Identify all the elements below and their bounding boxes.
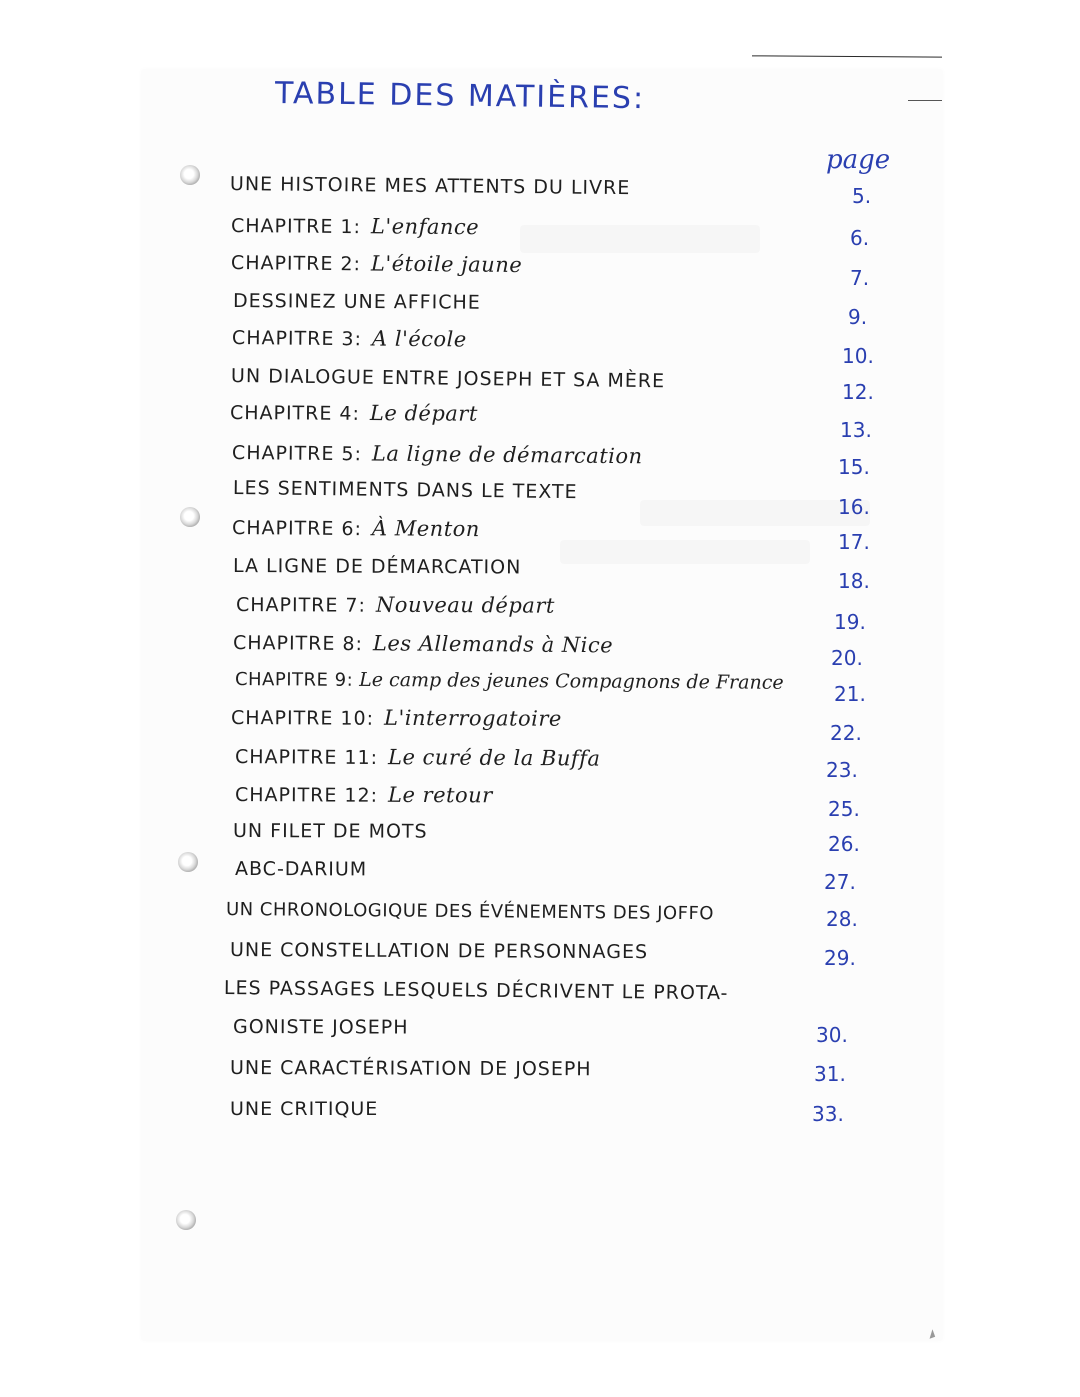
toc-entry-title: UNE CRITIQUE <box>230 1098 379 1120</box>
toc-entry <box>230 400 478 426</box>
toc-page-number: 15. <box>838 455 870 479</box>
toc-page-number: 9. <box>848 305 868 329</box>
toc-entry <box>233 290 481 314</box>
toc-entry-title: CHAPITRE 8: <box>232 632 364 656</box>
toc-entry <box>233 1016 409 1039</box>
toc-entry <box>230 939 648 963</box>
toc-entry <box>235 744 601 771</box>
toc-entry-title: GONISTE JOSEPH <box>232 1016 409 1039</box>
toc-page-number: 30. <box>816 1023 848 1047</box>
toc-entry-subtitle: La ligne de démarcation <box>371 441 643 469</box>
toc-entry-title: CHAPITRE 12: <box>234 784 379 807</box>
toc-entry <box>233 630 613 657</box>
toc-page-number: 33. <box>812 1102 844 1126</box>
toc-page-number: 20. <box>831 646 863 670</box>
toc-entry-title: UN FILET DE MOTS <box>232 820 428 843</box>
toc-entry-title: CHAPITRE 6: <box>231 517 363 541</box>
toc-entry <box>231 705 562 731</box>
toc-entry-subtitle: A l'école <box>371 326 467 352</box>
toc-entry-title: CHAPITRE 5: <box>231 442 363 466</box>
toc-entry <box>233 477 578 503</box>
toc-entry-subtitle: Nouveau départ <box>375 592 555 618</box>
toc-entry <box>231 250 522 277</box>
toc-entry-subtitle: À Menton <box>371 516 480 542</box>
toc-page-number: 21. <box>834 682 866 706</box>
toc-page-number: 26. <box>828 832 860 856</box>
punch-hole <box>176 1210 196 1230</box>
toc-entry-title: CHAPITRE 3: <box>231 327 363 351</box>
toc-entry <box>232 325 467 351</box>
toc-page-number: 23. <box>826 758 858 782</box>
toc-entry-subtitle: Les Allemands à Nice <box>372 631 614 658</box>
page-title: TABLE DES MATIÈRES: <box>274 76 646 117</box>
toc-page-number: 12. <box>842 380 874 404</box>
toc-entry-subtitle: L'interrogatoire <box>383 705 562 731</box>
toc-entry <box>236 592 555 618</box>
toc-entry <box>235 858 367 880</box>
toc-entry-title: CHAPITRE 7: <box>235 594 367 617</box>
toc-entry-title: CHAPITRE 11: <box>234 746 379 769</box>
toc-entry <box>232 515 480 541</box>
page-column-header: page <box>826 145 891 175</box>
toc-page-number: 17. <box>838 530 870 554</box>
toc-entry <box>230 1098 378 1120</box>
toc-entry-title: CHAPITRE 9: <box>234 669 354 691</box>
show-through-mark <box>560 540 810 564</box>
toc-page-number: 31. <box>814 1062 846 1086</box>
toc-page-number: 13. <box>840 418 872 442</box>
toc-entry <box>233 820 428 843</box>
toc-page-number: 18. <box>838 569 870 593</box>
punch-hole <box>180 507 200 527</box>
toc-entry <box>230 173 631 199</box>
toc-page-number: 19. <box>834 610 866 634</box>
toc-entry-title: UNE HISTOIRE MES ATTENTS DU LIVRE <box>229 173 631 200</box>
punch-hole <box>178 852 198 872</box>
toc-page-number: 5. <box>852 184 872 208</box>
toc-entry-title: ABC-DARIUM <box>234 858 368 881</box>
toc-entry <box>235 668 784 694</box>
paper-edge-line <box>752 55 942 57</box>
toc-entry-subtitle: L'enfance <box>370 214 480 240</box>
toc-entry <box>226 899 714 924</box>
toc-entry-subtitle: L'étoile jaune <box>370 251 523 278</box>
toc-entry <box>231 213 479 239</box>
punch-hole <box>180 165 200 185</box>
toc-page-number: 27. <box>824 870 856 894</box>
toc-entry <box>233 555 521 579</box>
paper-edge-line <box>908 100 942 101</box>
toc-entry-title: UN CHRONOLOGIQUE DES ÉVÉNEMENTS DES JOFFO <box>225 899 715 925</box>
toc-entry-title: LES SENTIMENTS DANS LE TEXTE <box>232 477 578 504</box>
toc-entry-title: CHAPITRE 2: <box>230 252 362 276</box>
toc-entry-title: CHAPITRE 4: <box>229 402 361 425</box>
toc-page-number: 29. <box>824 946 856 970</box>
toc-entry-title: UNE CONSTELLATION DE PERSONNAGES <box>229 939 649 964</box>
toc-entry-subtitle: Le camp des jeunes Compagnons de France <box>359 668 784 694</box>
toc-page-number: 22. <box>830 721 862 745</box>
show-through-mark <box>520 225 760 253</box>
toc-entry <box>235 782 493 807</box>
toc-page-number: 7. <box>850 266 870 290</box>
toc-page-number: 10. <box>842 344 874 368</box>
toc-entry-title: DESSINEZ UNE AFFICHE <box>232 290 481 314</box>
toc-entry-subtitle: Le curé de la Buffa <box>387 745 601 771</box>
toc-page-number: 6. <box>850 226 870 250</box>
toc-entry <box>230 1057 592 1080</box>
toc-page-number: 28. <box>826 907 858 931</box>
toc-entry-title: LES PASSAGES LESQUELS DÉCRIVENT LE PROTA- <box>223 977 729 1005</box>
toc-entry-title: CHAPITRE 1: <box>230 215 362 239</box>
toc-page-number: 25. <box>828 797 860 821</box>
toc-entry-title: CHAPITRE 10: <box>230 707 375 730</box>
show-through-mark <box>640 500 870 526</box>
toc-entry-subtitle: Le départ <box>369 400 478 426</box>
toc-entry-title: UNE CARACTÉRISATION DE JOSEPH <box>229 1057 592 1081</box>
toc-entry-title: LA LIGNE DE DÉMARCATION <box>232 555 522 579</box>
toc-entry <box>232 440 643 468</box>
toc-entry-subtitle: Le retour <box>387 782 493 808</box>
toc-page-number: 16. <box>838 495 870 519</box>
toc-entry-title: UN DIALOGUE ENTRE JOSEPH ET SA MÈRE <box>230 365 666 393</box>
